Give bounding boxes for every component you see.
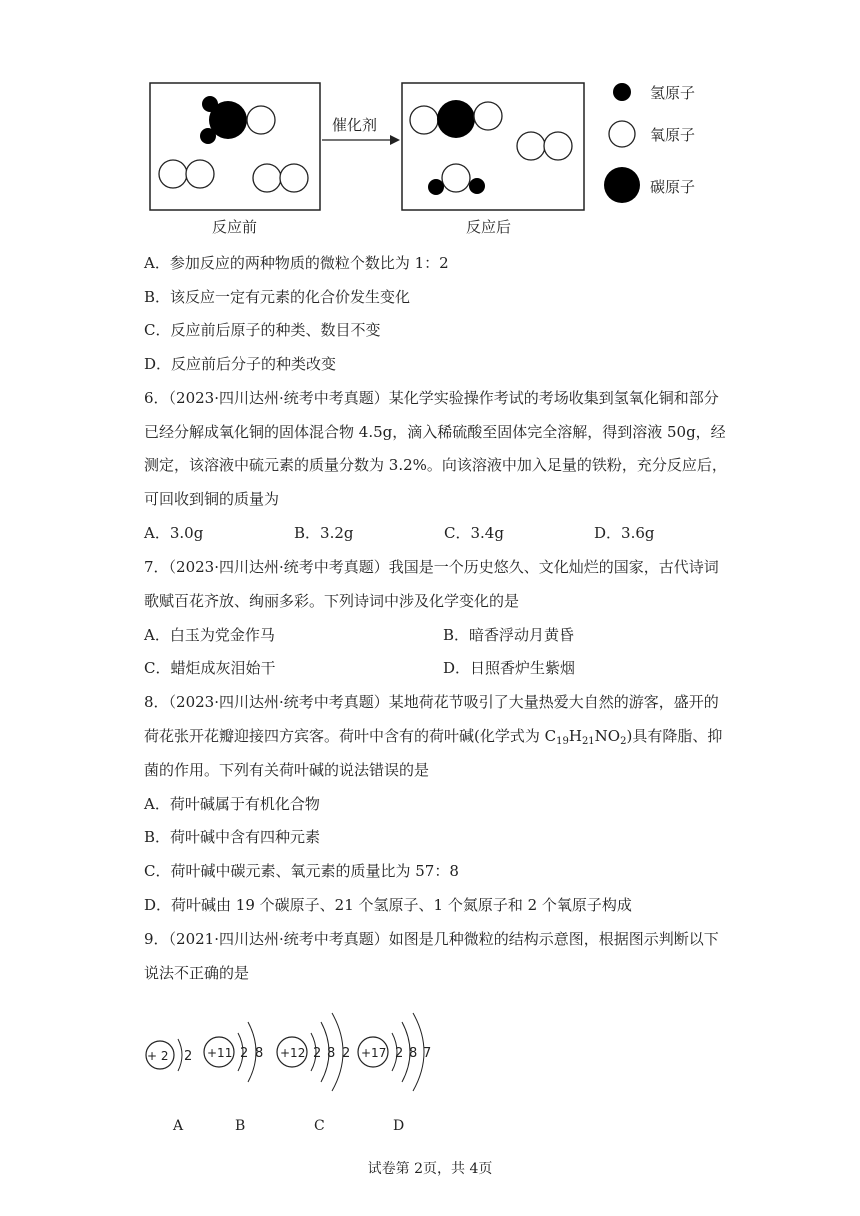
atom-label: A (173, 1118, 184, 1134)
legend-oxygen-icon (609, 121, 635, 147)
shell-electrons: 2 (395, 1046, 404, 1061)
formula-h: H (568, 727, 582, 745)
q9-stem-line2: 说法不正确的是 (144, 964, 250, 982)
q6-stem-line3: 测定，该溶液中硫元素的质量分数为 3.2%。向该溶液中加入足量的铁粉，充分反应后， (144, 456, 727, 474)
oxygen-atom (474, 102, 502, 130)
hydrogen-atom (428, 179, 444, 195)
shell-electrons: 8 (255, 1046, 264, 1061)
nucleus-charge: +17 (361, 1046, 387, 1060)
oxygen-atom (159, 160, 187, 188)
legend-carbon-icon (604, 167, 640, 203)
oxygen-atom (442, 164, 470, 192)
atomic-structure-diagram (0, 995, 860, 1145)
atom-label: D (393, 1118, 405, 1134)
shell-electrons: 8 (409, 1046, 418, 1061)
q8-stem-line1: 8．（2023·四川达州·统考中考真题）某地荷花节吸引了大量热爱大自然的游客，盛开的 (144, 693, 719, 711)
hydrogen-atom (469, 178, 485, 194)
q5-option-b: B．该反应一定有元素的化合价发生变化 (144, 288, 411, 306)
nucleus-charge: +11 (207, 1046, 233, 1060)
q6-option-d: D．3.6g (594, 524, 655, 542)
q8-stem-line2 (144, 726, 722, 752)
formula-sub-2: 2 (620, 736, 627, 747)
shell-electrons: 7 (423, 1046, 432, 1061)
arrow-head (390, 135, 400, 145)
q6-stem-line1: 6．（2023·四川达州·统考中考真题）某化学实验操作考试的考场收集到氢氧化铜和部分 (144, 389, 719, 407)
formula-no: NO (594, 727, 621, 745)
q7-option-d: D．日照香炉生紫烟 (443, 659, 576, 677)
q8-option-c: C．荷叶碱中碳元素、氧元素的质量比为 57：8 (144, 862, 459, 880)
oxygen-atom (410, 106, 438, 134)
nucleus-charge: + 2 (147, 1049, 169, 1063)
legend-carbon-label: 碳原子 (650, 178, 696, 196)
q6-stem-line2: 已经分解成氧化铜的固体混合物 4.5g，滴入稀硫酸至固体完全溶解，得到溶液 50g，经 (144, 423, 726, 441)
atom-label: C (314, 1118, 325, 1134)
q7-stem-line2: 歌赋百花齐放、绚丽多彩。下列诗词中涉及化学变化的是 (144, 592, 520, 610)
electron-shell (178, 1039, 182, 1071)
legend-oxygen-label: 氧原子 (650, 126, 696, 144)
q9-stem-line1: 9．（2021·四川达州·统考中考真题）如图是几种微粒的结构示意图，根据图示判断以下 (144, 930, 719, 948)
atom-d (358, 1013, 431, 1134)
oxygen-atom (280, 164, 308, 192)
legend-hydrogen-label: 氢原子 (650, 84, 696, 102)
q7-option-b: B．暗香浮动月黄昏 (443, 626, 575, 644)
q6-stem-line4: 可回收到铜的质量为 (144, 490, 280, 508)
q7-option-c: C．蜡炬成灰泪始干 (144, 659, 276, 677)
shell-electrons: 2 (342, 1046, 351, 1061)
q6-option-c: C．3.4g (444, 524, 504, 542)
nucleus-charge: +12 (280, 1046, 306, 1060)
after-label: 反应后 (466, 218, 512, 236)
oxygen-atom (517, 132, 545, 160)
oxygen-atom (247, 106, 275, 134)
atom-c (277, 1013, 350, 1134)
before-label: 反应前 (212, 218, 258, 236)
q6-option-b: B．3.2g (294, 524, 354, 542)
q7-option-a: A．白玉为党金作马 (144, 626, 275, 644)
atom-label: B (235, 1118, 246, 1134)
hydrogen-atom (202, 96, 218, 112)
atom-b (204, 1022, 263, 1134)
q8-stem-line2-end: )具有降脂、抑 (626, 727, 723, 745)
q5-option-a: A．参加反应的两种物质的微粒个数比为 1：2 (144, 254, 449, 272)
shell-electrons: 8 (327, 1046, 336, 1061)
hydrogen-atom (200, 128, 216, 144)
q6-option-a: A．3.0g (144, 524, 204, 542)
q8-option-a: A．荷叶碱属于有机化合物 (144, 795, 320, 813)
formula-sub-21: 21 (581, 736, 595, 747)
shell-electrons: 2 (313, 1046, 322, 1061)
shell-electrons: 2 (240, 1046, 249, 1061)
q5-option-c: C．反应前后原子的种类、数目不变 (144, 321, 381, 339)
q8-option-d: D．荷叶碱由 19 个碳原子、21 个氢原子、1 个氮原子和 2 个氧原子构成 (144, 896, 632, 914)
q8-option-b: B．荷叶碱中含有四种元素 (144, 828, 321, 846)
carbon-atom (437, 100, 475, 138)
legend-hydrogen-icon (613, 83, 631, 101)
q8-stem-line3: 菌的作用。下列有关荷叶碱的说法错误的是 (144, 761, 430, 779)
formula-sub-19: 19 (556, 736, 569, 747)
q5-option-d: D．反应前后分子的种类改变 (144, 355, 337, 373)
oxygen-atom (253, 164, 281, 192)
shell-electrons: 2 (184, 1049, 193, 1064)
atom-a (146, 1039, 192, 1134)
q7-stem-line1: 7．（2023·四川达州·统考中考真题）我国是一个历史悠久、文化灿烂的国家，古代诗词 (144, 558, 719, 576)
oxygen-atom (186, 160, 214, 188)
catalyst-label: 催化剂 (332, 116, 378, 134)
page-footer: 试卷第 2页，共 4页 (367, 1161, 493, 1177)
oxygen-atom (544, 132, 572, 160)
reaction-diagram (0, 0, 860, 245)
q8-stem-line2-text: 荷花张开花瓣迎接四方宾客。荷叶中含有的荷叶碱(化学式为 C (144, 727, 557, 745)
